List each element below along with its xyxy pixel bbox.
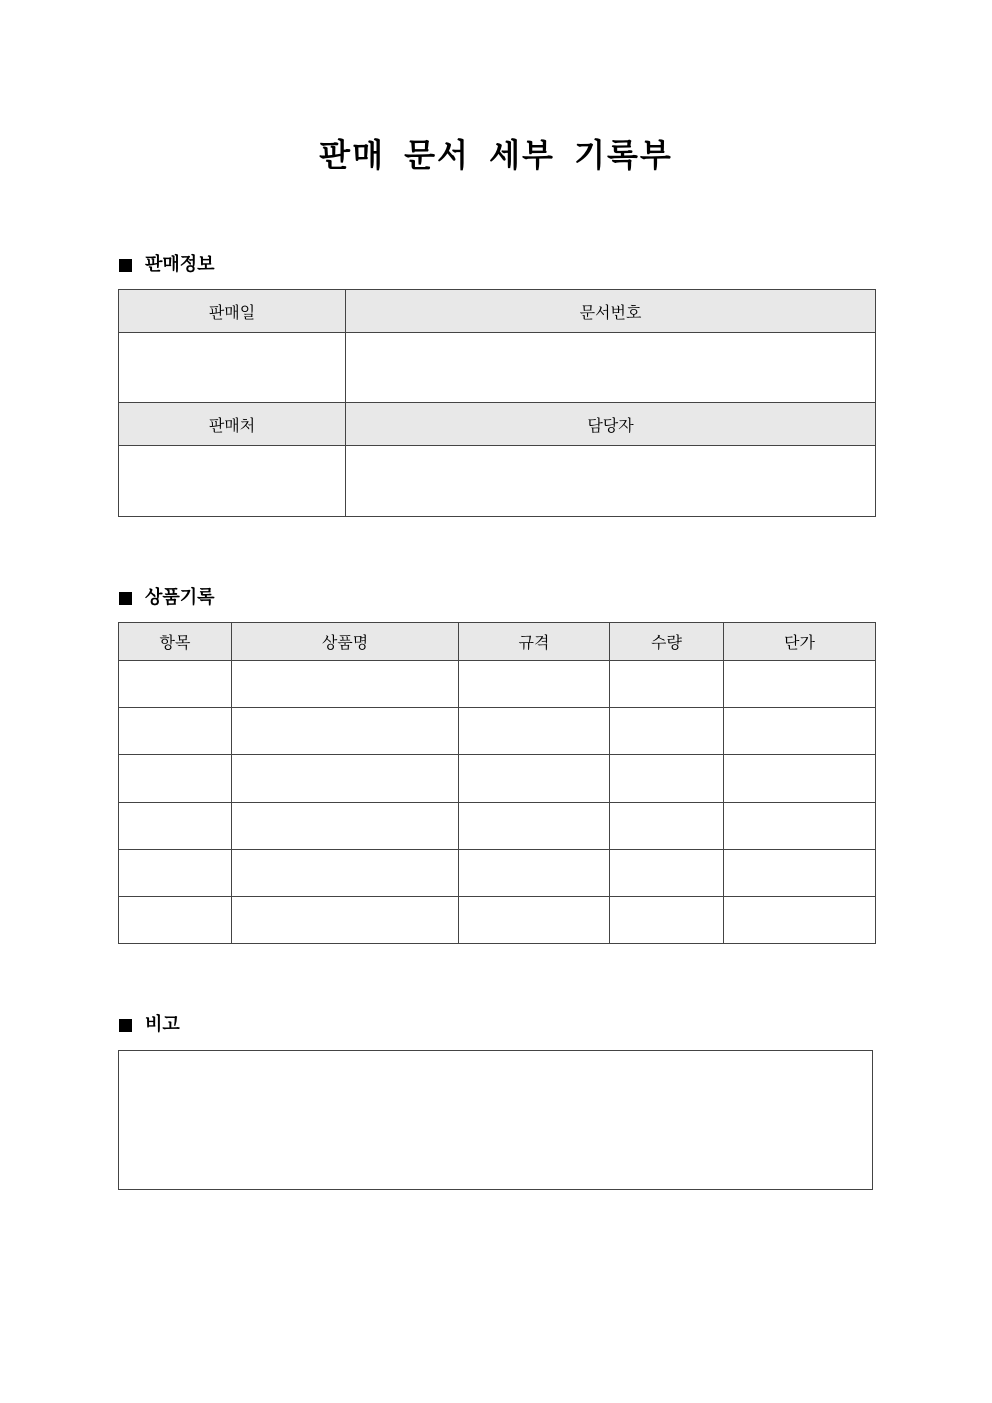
manager-field[interactable] <box>346 446 876 517</box>
table-header-row <box>119 290 876 333</box>
table-row <box>119 661 876 708</box>
spec-cell[interactable] <box>459 661 610 708</box>
products-table <box>118 622 876 944</box>
item-cell[interactable] <box>119 661 232 708</box>
table-row <box>119 897 876 944</box>
spec-cell[interactable] <box>459 897 610 944</box>
square-bullet-icon <box>119 259 132 272</box>
sale-date-label: 판매일 <box>119 290 346 333</box>
unit-price-cell[interactable] <box>724 661 876 708</box>
quantity-cell[interactable] <box>610 708 724 755</box>
section-heading-label: 상품기록 <box>145 587 215 608</box>
doc-number-label: 문서번호 <box>346 290 876 333</box>
product-name-cell[interactable] <box>232 803 459 850</box>
table-row <box>119 803 876 850</box>
table-header-row <box>119 623 876 661</box>
quantity-cell[interactable] <box>610 661 724 708</box>
quantity-cell[interactable] <box>610 755 724 803</box>
vendor-field[interactable] <box>119 446 346 517</box>
product-name-cell[interactable] <box>232 708 459 755</box>
spec-cell[interactable] <box>459 803 610 850</box>
column-header-product-name: 상품명 <box>232 623 459 661</box>
column-header-spec: 규격 <box>459 623 610 661</box>
sale-date-field[interactable] <box>119 333 346 403</box>
unit-price-cell[interactable] <box>724 708 876 755</box>
product-name-cell[interactable] <box>232 850 459 897</box>
square-bullet-icon <box>119 592 132 605</box>
quantity-cell[interactable] <box>610 850 724 897</box>
item-cell[interactable] <box>119 755 232 803</box>
unit-price-cell[interactable] <box>724 897 876 944</box>
item-cell[interactable] <box>119 803 232 850</box>
unit-price-cell[interactable] <box>724 850 876 897</box>
spec-cell[interactable] <box>459 850 610 897</box>
product-name-cell[interactable] <box>232 755 459 803</box>
item-cell[interactable] <box>119 897 232 944</box>
table-row <box>119 755 876 803</box>
table-header-row <box>119 403 876 446</box>
unit-price-cell[interactable] <box>724 755 876 803</box>
vendor-label: 판매처 <box>119 403 346 446</box>
section-heading-label: 판매정보 <box>145 254 215 275</box>
product-name-cell[interactable] <box>232 661 459 708</box>
spec-cell[interactable] <box>459 708 610 755</box>
section-heading-label: 비고 <box>145 1014 180 1035</box>
section-heading-sales-info <box>119 253 215 277</box>
table-row <box>119 333 876 403</box>
section-heading-products <box>119 586 215 610</box>
product-name-cell[interactable] <box>232 897 459 944</box>
item-cell[interactable] <box>119 708 232 755</box>
table-row <box>119 446 876 517</box>
table-row <box>119 850 876 897</box>
sales-info-table <box>118 289 876 517</box>
column-header-item: 항목 <box>119 623 232 661</box>
unit-price-cell[interactable] <box>724 803 876 850</box>
remarks-box[interactable] <box>118 1050 873 1190</box>
document-title: 판매 문서 세부 기록부 <box>319 136 673 174</box>
doc-number-field[interactable] <box>346 333 876 403</box>
quantity-cell[interactable] <box>610 897 724 944</box>
square-bullet-icon <box>119 1019 132 1032</box>
spec-cell[interactable] <box>459 755 610 803</box>
quantity-cell[interactable] <box>610 803 724 850</box>
column-header-quantity: 수량 <box>610 623 724 661</box>
manager-label: 담당자 <box>346 403 876 446</box>
column-header-unit-price: 단가 <box>724 623 876 661</box>
section-heading-remarks <box>119 1013 180 1037</box>
item-cell[interactable] <box>119 850 232 897</box>
table-row <box>119 708 876 755</box>
